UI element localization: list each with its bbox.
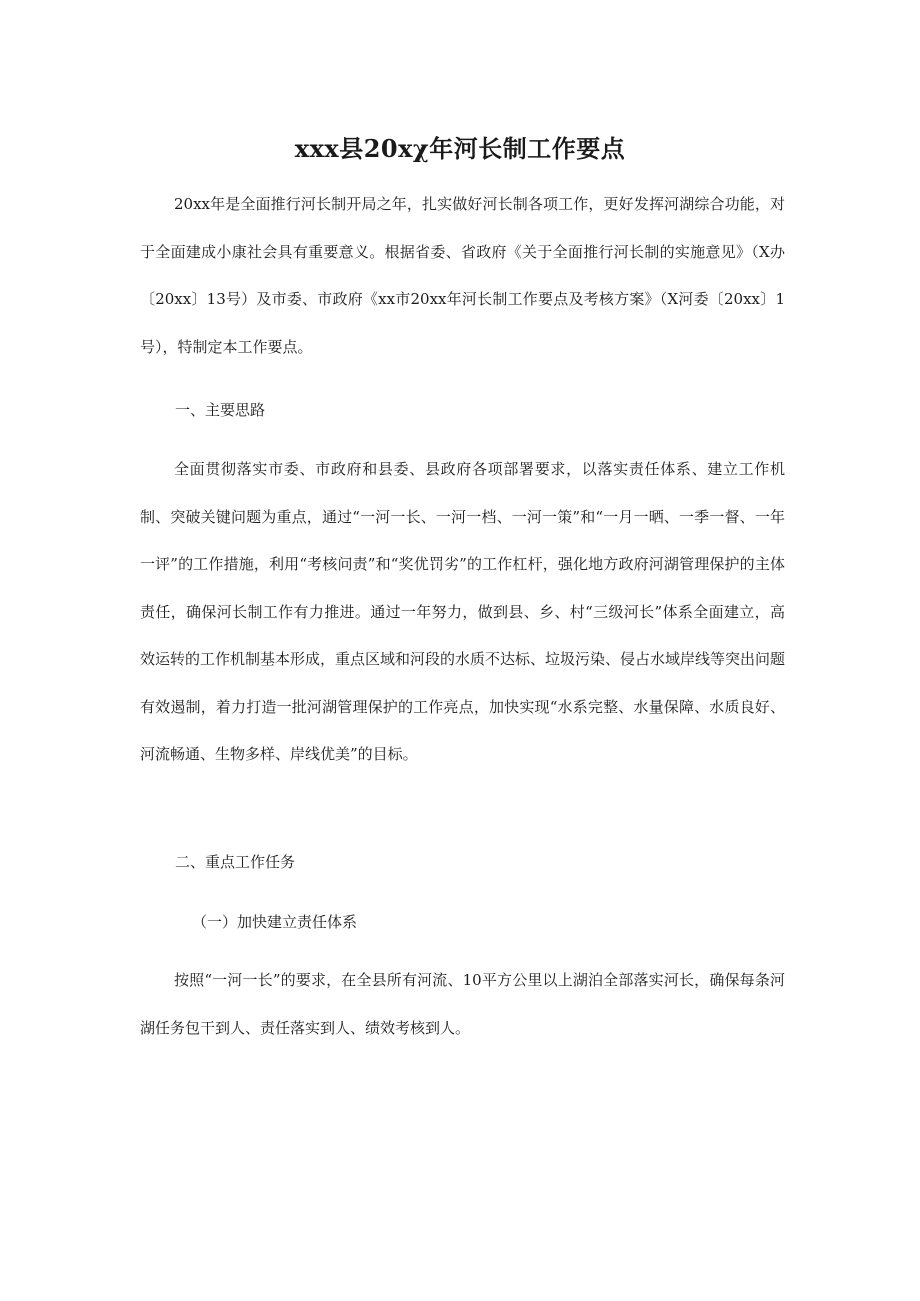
section-heading-key-tasks: 二、重点工作任务 bbox=[175, 853, 296, 871]
document-title: xxx县20xχ年河长制工作要点 bbox=[294, 134, 626, 163]
main-ideas-paragraph: 全面贯彻落实市委、市政府和县委、县政府各项部署要求，以落实责任体系、建立工作机制、突破关键问题为重点，通过“一河一长、一河一档、一河一策”和“一月一晒、一季一督、一年一评”的工作措施，利用“考核问责”和“奖优罚劣”的工作杠杆，强化地方政府河湖管理保护的主体责任，确保河长制工作有力推进。通过一年努力，做到县、乡、村“三级河长”体系全面建立，高效运转的工作机制基本形成，重点区域和河段的水质不达标、垃圾污染、侵占水域岸线等突出问题有效遏制，着力打造一批河湖管理保护的工作亮点，加快实现“水系完整、水量保障、水质良好、河流畅通、生物多样、岸线优美”的目标。 bbox=[140, 460, 786, 763]
section-heading-main-ideas: 一、主要思路 bbox=[175, 401, 266, 419]
intro-paragraph: 20xx年是全面推行河长制开局之年，扎实做好河长制各项工作，更好发挥河湖综合功能，对于全面建成小康社会具有重要意义。根据省委、省政府《关于全面推行河长制的实施意见》（X办〔20xx〕13号）及市委、市政府《xx市20xx年河长制工作要点及考核方案》（X河委〔20xx〕1号），特制定本工作要点。 bbox=[140, 195, 785, 356]
subsection-heading-responsibility-system: （一）加快建立责任体系 bbox=[192, 913, 358, 931]
responsibility-system-paragraph: 按照“一河一长”的要求，在全县所有河流、10平方公里以上湖泊全部落实河长，确保每条河湖任务包干到人、责任落实到人、绩效考核到人。 bbox=[140, 971, 785, 1037]
